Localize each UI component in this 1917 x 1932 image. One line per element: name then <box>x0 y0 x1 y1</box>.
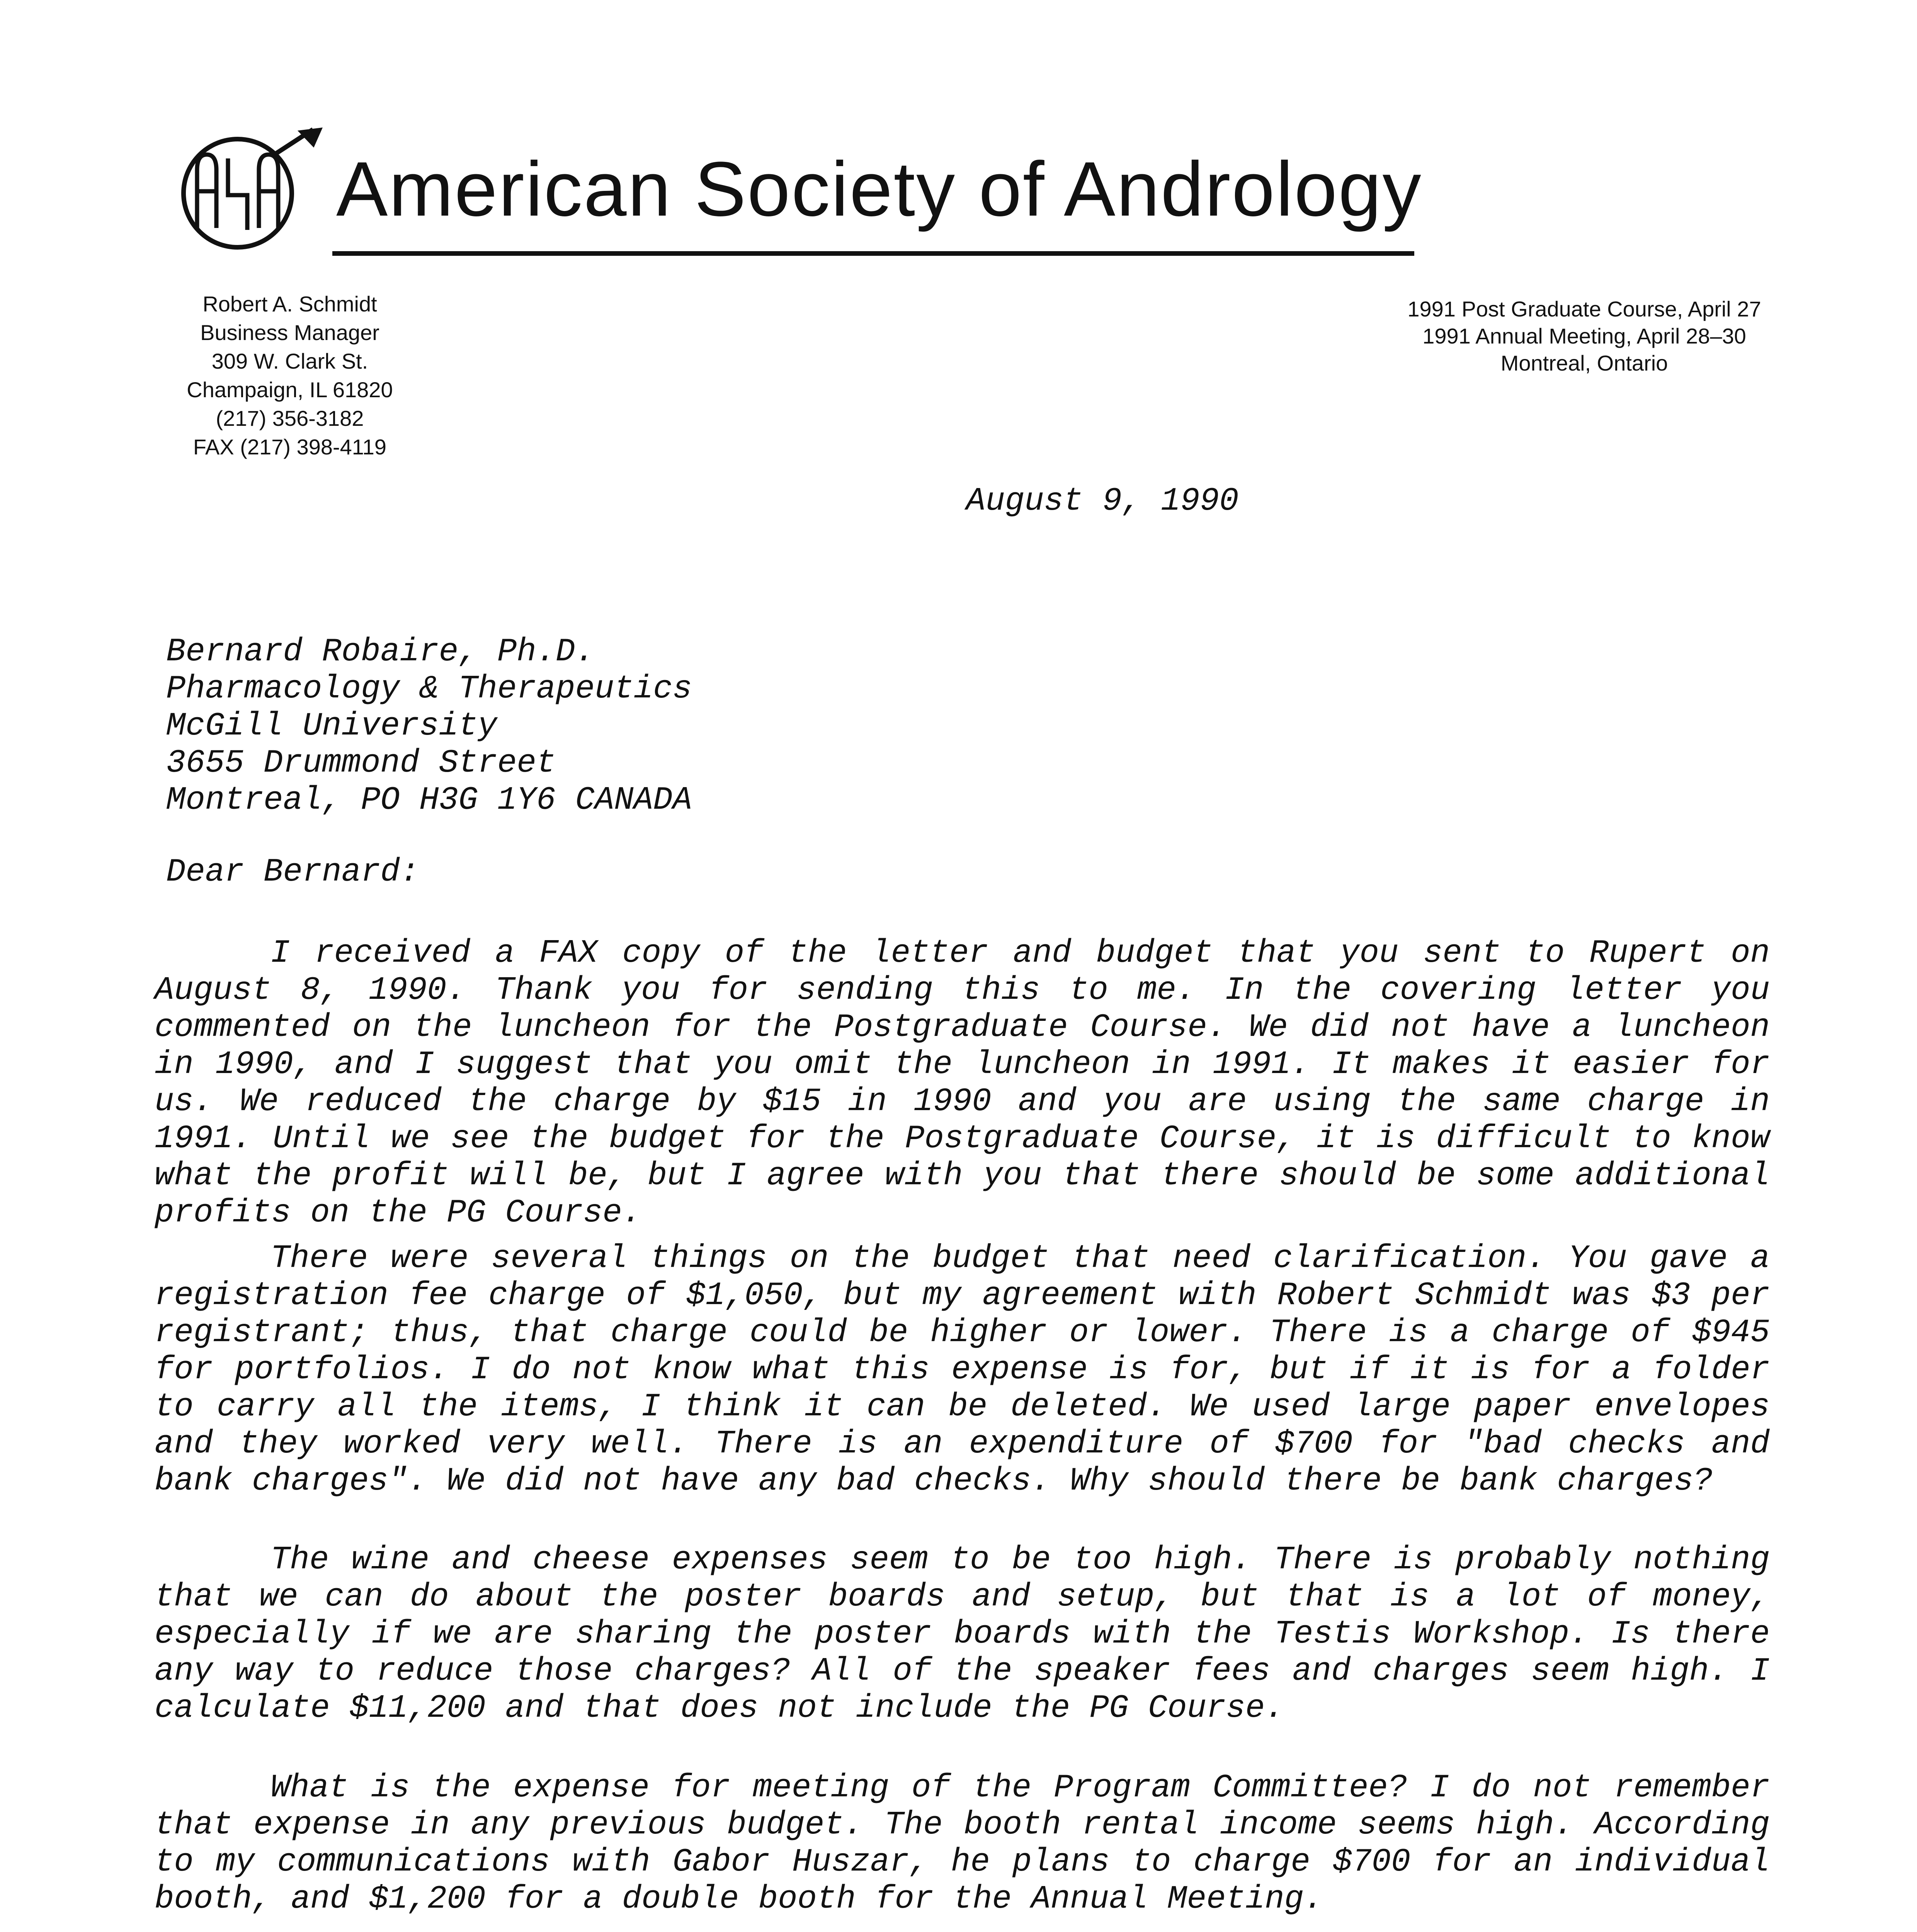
meeting-line: Montreal, Ontario <box>1500 351 1668 375</box>
asa-logo <box>170 128 332 251</box>
sender-line: Champaign, IL 61820 <box>187 378 393 402</box>
meeting-line: 1991 Annual Meeting, April 28–30 <box>1422 324 1746 348</box>
recipient-line: McGill University <box>166 708 497 745</box>
sender-line: Business Manager <box>200 320 379 345</box>
meeting-info <box>1294 296 1874 377</box>
sender-line: (217) 356-3182 <box>216 406 364 430</box>
recipient-line: Pharmacology & Therapeutics <box>166 671 692 707</box>
recipient-line: Montreal, PO H3G 1Y6 CANADA <box>166 782 692 819</box>
paragraph-text: What is the expense for meeting of the Program Committee? I do not remember that expense in any previous budget. The booth rental income seems high. According to my communications with Gabor Huszar, he plans to charge $700 for an individual booth, and $1,200 for a double booth for the Annual Meeting. <box>155 1770 1770 1918</box>
body-paragraph <box>155 1240 1770 1500</box>
paragraph-text: I received a FAX copy of the letter and budget that you sent to Rupert on August 8, 1990. Thank you for sending this to me. In the covering letter you commented on the luncheon for the Postgraduate Course. We did not have a luncheon in 1990, and I suggest that you omit the luncheon in 1991. It makes it easier for us. We reduced the charge by $15 in 1990 and you are using the same charge in 1991. Until we see the budget for the Postgraduate Course, it is difficult to know what the profit will be, but I agree with you that there should be some additional profits on the PG Course. <box>155 935 1770 1231</box>
recipient-line: 3655 Drummond Street <box>166 745 556 782</box>
asa-logo-mark <box>170 128 332 251</box>
header-rule <box>332 251 1414 256</box>
recipient-line: Bernard Robaire, Ph.D. <box>166 634 595 670</box>
recipient-address <box>166 634 692 819</box>
letter-date: August 9, 1990 <box>966 483 1239 520</box>
paragraph-text: There were several things on the budget that need clarification. You gave a registration fee charge of $1,050, but my agreement with Robert Schmidt was $3 per registrant; thus, that charge could be higher or lower. There is a charge of $945 for portfolios. I do not know what this expense is for, but if it is for a folder to carry all the items, I think it can be deleted. We used large paper envelopes and they worked very well. There is an expenditure of $700 for "bad checks and bank charges". We did not have any bad checks. Why should there be bank charges? <box>155 1240 1770 1500</box>
organization-name: American Society of Andrology <box>336 146 1422 232</box>
sender-line: Robert A. Schmidt <box>202 292 377 316</box>
body-paragraph <box>155 1542 1770 1727</box>
salutation: Dear Bernard: <box>166 854 420 891</box>
paragraph-text: The wine and cheese expenses seem to be too high. There is probably nothing that we can do about the poster boards and setup, but that is a lot of money, especially if we are sharing the poster boards with the Testis Workshop. Is there any way to reduce those charges? All of the speaker fees and charges seem high. I calculate $11,200 and that does not include the PG Course. <box>155 1542 1770 1727</box>
body-paragraph <box>155 1770 1770 1918</box>
sender-line: 309 W. Clark St. <box>211 349 368 373</box>
sender-block <box>116 290 464 461</box>
meeting-line: 1991 Post Graduate Course, April 27 <box>1407 297 1761 321</box>
body-paragraph <box>155 935 1770 1232</box>
sender-line: FAX (217) 398-4119 <box>193 435 387 459</box>
